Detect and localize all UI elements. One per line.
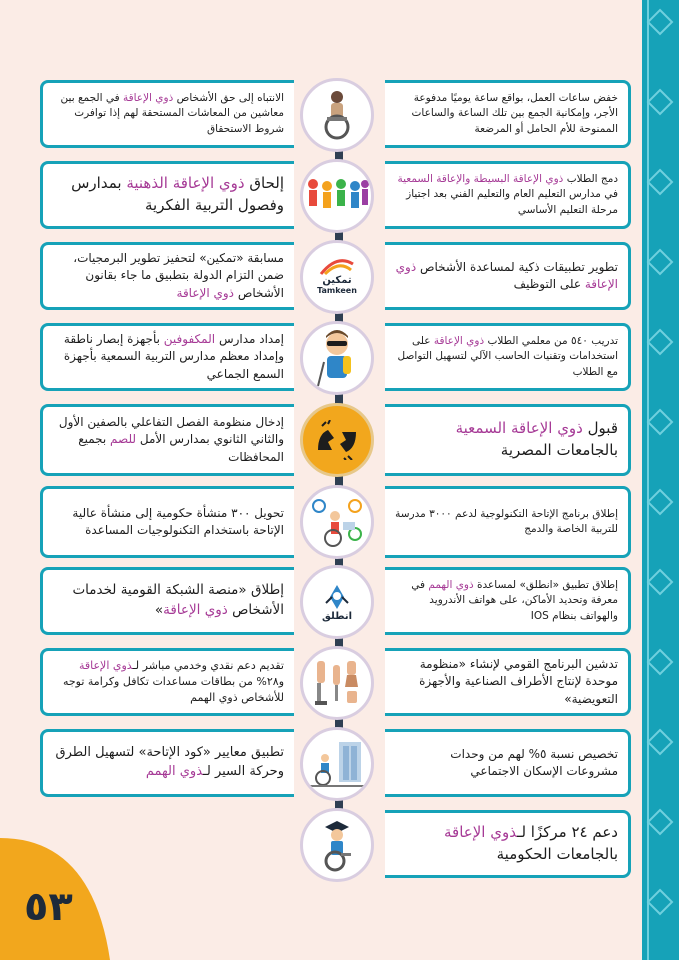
left-card-1: [40, 80, 294, 148]
left-card-9: [40, 729, 294, 797]
right-card-9-text: تخصيص نسبة ٥% لهم من وحدات مشروعات الإسكان الاجتماعي: [450, 746, 618, 778]
tamkeen-logo-icon: [300, 240, 374, 314]
intalak-logo-text: انطلق: [321, 610, 353, 622]
left-card-7: [40, 567, 294, 635]
children-group-icon: [300, 159, 374, 233]
assistive-tech-icon: [300, 485, 374, 559]
right-card-3: [385, 242, 631, 310]
left-card-3: [40, 242, 294, 310]
left-card-7-text: إطلاق «منصة الشبكة القومية لخدمات الأشخاص ذوي الإعاقة»: [72, 582, 284, 618]
left-card-8-text: تقديم دعم نقدي وخدمي مباشر لـذوي الإعاقة و٢٨% من بطاقات مساعدات تكافل وكرامة توجه للأشخاص ذوي الهمم: [62, 659, 284, 704]
tamkeen-logo-arabic: تمكين: [322, 275, 352, 287]
right-card-6: [385, 486, 631, 558]
sign-language-icon: [300, 403, 374, 477]
left-card-2: [40, 161, 294, 229]
right-card-10-text: دعم ٢٤ مركزًا لـذوي الإعاقة بالجامعات الحكومية: [443, 823, 618, 863]
right-card-7: [385, 567, 631, 635]
blind-student-icon: [300, 321, 374, 395]
left-card-5: [40, 404, 294, 476]
left-card-6-text: تحويل ٣٠٠ منشأة حكومية إلى منشأة عالية الإتاحة باستخدام التكنولوجيات المساعدة: [72, 505, 284, 537]
tamkeen-logo-english: Tamkeen: [317, 286, 357, 296]
prosthetics-icon: [300, 646, 374, 720]
right-card-5-text: قبول ذوي الإعاقة السمعية بالجامعات المصرية: [455, 419, 618, 459]
left-card-2-text: إلحاق ذوي الإعاقة الذهنية بمدارس وفصول التربية الفكرية: [71, 174, 284, 214]
right-card-6-text: إطلاق برنامج الإتاحة التكنولوجية لدعم ٣٠٠٠ مدرسة للتربية الخاصة والدمج: [395, 507, 618, 535]
left-card-3-text: مسابقة «تمكين» لتحفيز تطوير البرمجيات، ضمن التزام الدولة بتطبيق ما جاء بقانون الأشخاص ذوي الإعاقة: [73, 250, 284, 300]
right-card-1: [385, 80, 631, 148]
right-card-3-text: تطوير تطبيقات ذكية لمساعدة الأشخاص ذوي الإعاقة على التوظيف: [395, 259, 618, 291]
right-card-4-text: تدريب ٥٤٠ من معلمي الطلاب ذوي الإعاقة على استخدامات وتقنيات الحاسب الآلي لتسهيل التواصل مع الطلاب: [397, 335, 618, 378]
right-card-2: [385, 161, 631, 229]
right-card-10: [385, 810, 631, 878]
page-number: ٥٣: [24, 884, 73, 930]
geometric-pattern-decoration: [642, 0, 679, 960]
left-card-9-text: تطبيق معايير «كود الإتاحة» لتسهيل الطرق وحركة السير لـذوي الهمم: [55, 745, 284, 779]
right-card-4: [385, 323, 631, 391]
wheelchair-user-icon: [300, 78, 374, 152]
left-card-8: [40, 648, 294, 716]
accessible-building-icon: [300, 727, 374, 801]
left-card-4-text: إمداد مدارس المكفوفين بأجهزة إبصار ناطقة وإمداد معظم مدارس التربية السمعية بأجهزة السمع الجماعي: [63, 331, 284, 381]
right-card-8: [385, 648, 631, 716]
right-card-8-text: تدشين البرنامج القومي لإنشاء «منظومة موحدة لإنتاج الأطراف الصناعية والأجهزة التعويضية»: [419, 656, 618, 706]
right-card-2-text: دمج الطلاب ذوي الإعاقة البسيطة والإعاقة السمعية في مدارس التعليم العام والتعليم الفني بعد اجتياز مرحلة التعليم الأساسي: [397, 173, 618, 216]
left-card-6: [40, 486, 294, 558]
graduate-wheelchair-icon: [300, 808, 374, 882]
right-card-1-text: خفض ساعات العمل، بواقع ساعة يوميًا مدفوعة الأجر، وإمكانية الجمع بين تلك الساعة والساعات الممنوحة للأم الحامل أو المرضعة: [411, 92, 618, 135]
left-card-1-text: الانتباه إلى حق الأشخاص ذوي الإعاقة في الجمع بين معاشين من المعاشات المستحقة لهم إذا توافرت شروط الاستحقاق: [60, 92, 284, 135]
left-card-5-text: إدخال منظومة الفصل التفاعلي بالصفين الأول والثاني الثانوي بمدارس الأمل للصم بجميع المحافظات: [58, 414, 284, 464]
intalak-app-icon: [300, 565, 374, 639]
right-card-9: [385, 729, 631, 797]
page-number-badge: [0, 820, 110, 960]
left-card-4: [40, 323, 294, 391]
right-card-7-text: إطلاق تطبيق «انطلق» لمساعدة ذوي الهمم في معرفة وتحديد الأماكن، على هواتف الأندرويد والهواتف بنظام IOS: [411, 579, 618, 622]
right-card-5: [385, 404, 631, 476]
